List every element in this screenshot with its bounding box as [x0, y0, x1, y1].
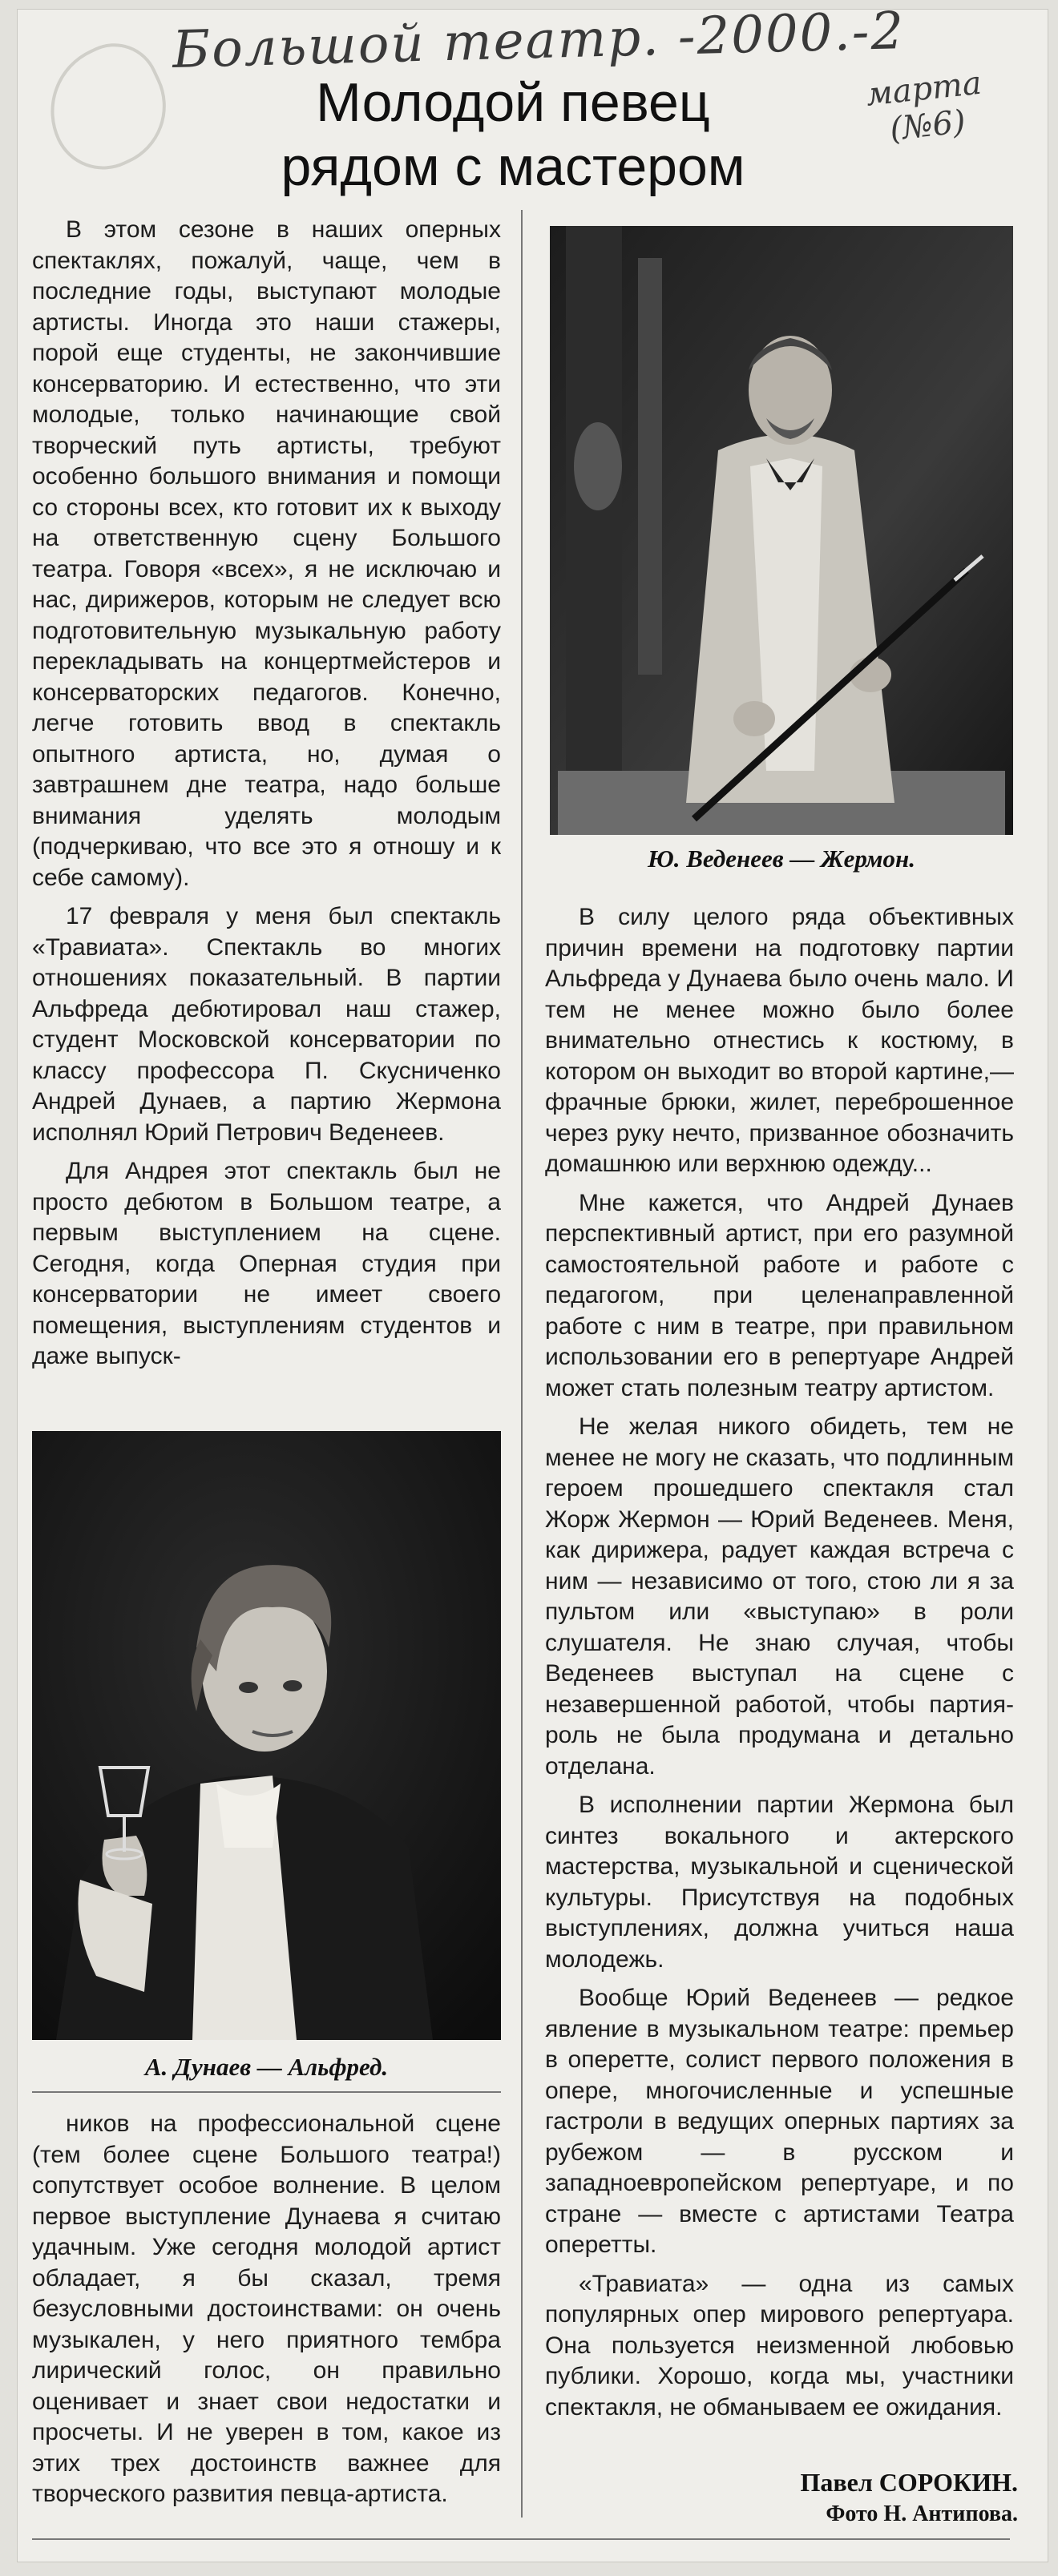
- article-column-1-continued: [32, 2109, 501, 2510]
- column-divider: [521, 210, 523, 2518]
- paragraph: Не желая никого обидеть, тем не менее не могу не сказать, что подлинным героем прошедшего спектакля стал Жорж Жермон — Юрий Веденеев. Меня, как дирижера, радует каждая встреча с ним — независимо от того, стою ли я за пультом или «выступаю» в роли слушателя. Не знаю случая, чтобы Веденеев выступал на сцене с незавершенной работой, чтобы партия-роль не была продумана и детально отделана.: [545, 1413, 1014, 1780]
- article-column-2: [545, 902, 1014, 2423]
- photo-dunaev-image: [32, 1431, 501, 2040]
- paragraph: Для Андрея этот спектакль был не просто дебютом в Большом театре, а первым выступлением на сцене. Сегодня, когда Оперная студия при консерватории не имеет своего помещения, выступлениям студентов и даже выпуск-: [32, 1158, 501, 1369]
- photo-vedeneev-germont: [550, 226, 1013, 835]
- photo-credit: Фото Н. Антипова.: [826, 2501, 1018, 2526]
- photo-vedeneev-image: [550, 226, 1013, 835]
- photo2-divider: [32, 2091, 501, 2093]
- title-line-1: Молодой певец: [316, 72, 710, 133]
- photo1-caption: Ю. Веденеев — Жермон.: [648, 845, 915, 873]
- paragraph: В исполнении партии Жермона был синтез вокального и актерского мастерства, музыкальной и сценической культуры. Присутствуя на подобных выступлениях, должна учиться наша молодежь.: [545, 1792, 1014, 1973]
- paragraph: «Травиата» — одна из самых популярных опер мирового репертуара. Она пользуется неизменной любовью публики. Хорошо, когда мы, участники спектакля, не обманываем ее ожидания.: [545, 2270, 1014, 2421]
- paragraph: Вообще Юрий Веденеев — редкое явление в музыкальном театре: премьер в оперетте, солист первого положения в опере, многочисленные и успешные гастроли в ведущих оперных партиях за рубежом — в русском и западноевропейском репертуаре, и по стране — вместе с артистами Театра оперетты.: [545, 1985, 1014, 2258]
- article-column-1: [32, 215, 501, 1373]
- bottom-rule: [32, 2538, 1010, 2540]
- handwritten-source-note: Большой театр. -2000.-2: [172, 2, 906, 80]
- paragraph: В этом сезоне в наших оперных спектаклях, пожалуй, чаще, чем в последние годы, выступают молодые артисты. Иногда это наши стажеры, порой еще студенты, не закончившие консерваторию. И естественно, что эти молодые, только начинающие свой творческий путь артисты, требуют особенно большого внимания и помощи со стороны всех, кто готовит их к выходу на ответственную сцену Большого театра. Говоря «всех», я не исключаю и нас, дирижеров, которым не следует всю подготовительную музыкальную работу перекладывать на концертмейстеров и консерваторских педагогов. Конечно, легче готовить ввод в спектакль опытного артиста, но, думая о завтрашнем дне театра, надо больше внимания уделять молодым (подчеркиваю, что все это я отношу и к себе самому).: [32, 216, 501, 891]
- article-author: Павел СОРОКИН.: [800, 2468, 1018, 2497]
- paragraph: В силу целого ряда объективных причин времени на подготовку партии Альфреда у Дунаева было очень мало. И тем не менее можно было более внимательно отнестись к костюму, в котором он выходит во второй картине,— фрачные брюки, жилет, переброшенное через руку нечто, призванное обозначить домашнюю или верхнюю одежду...: [545, 904, 1014, 1177]
- paragraph: ников на профессиональной сцене (тем более сцене Большого театра!) сопутствует особое волнение. В целом первое выступление Дунаева я считаю удачным. Уже сегодня молодой артист обладает, я бы сказал, тремя безусловными достоинствами: он очень музыкален, у него приятного тембра лирический голос, он правильно оценивает и знает свои недостатки и просчеты. И не уверен в том, какое из этих трех достоинств важнее для творческого развития певца-артиста.: [32, 2110, 501, 2507]
- paragraph: Мне кажется, что Андрей Дунаев перспективный артист, при его разумной самостоятельной работе и работе с педагогом, при целенаправленной работе с ним в театре, при правильном использовании его в репертуаре Андрей может стать полезным театру артистом.: [545, 1189, 1014, 1401]
- paragraph: 17 февраля у меня был спектакль «Травиата». Спектакль во многих отношениях показательный. В партии Альфреда дебютировал наш стажер, студент Московской консерватории по классу профессора П. Скусниченко Андрей Дунаев, а партию Жермона исполнял Юрий Петрович Веденеев.: [32, 903, 501, 1146]
- handwritten-issue: (№6): [887, 103, 967, 148]
- photo2-caption: А. Дунаев — Альфред.: [144, 2053, 389, 2081]
- photo-dunaev-alfredo: [32, 1431, 501, 2040]
- title-line-2: рядом с мастером: [281, 136, 745, 197]
- article-title: [152, 71, 874, 199]
- handwritten-month: марта: [864, 64, 983, 114]
